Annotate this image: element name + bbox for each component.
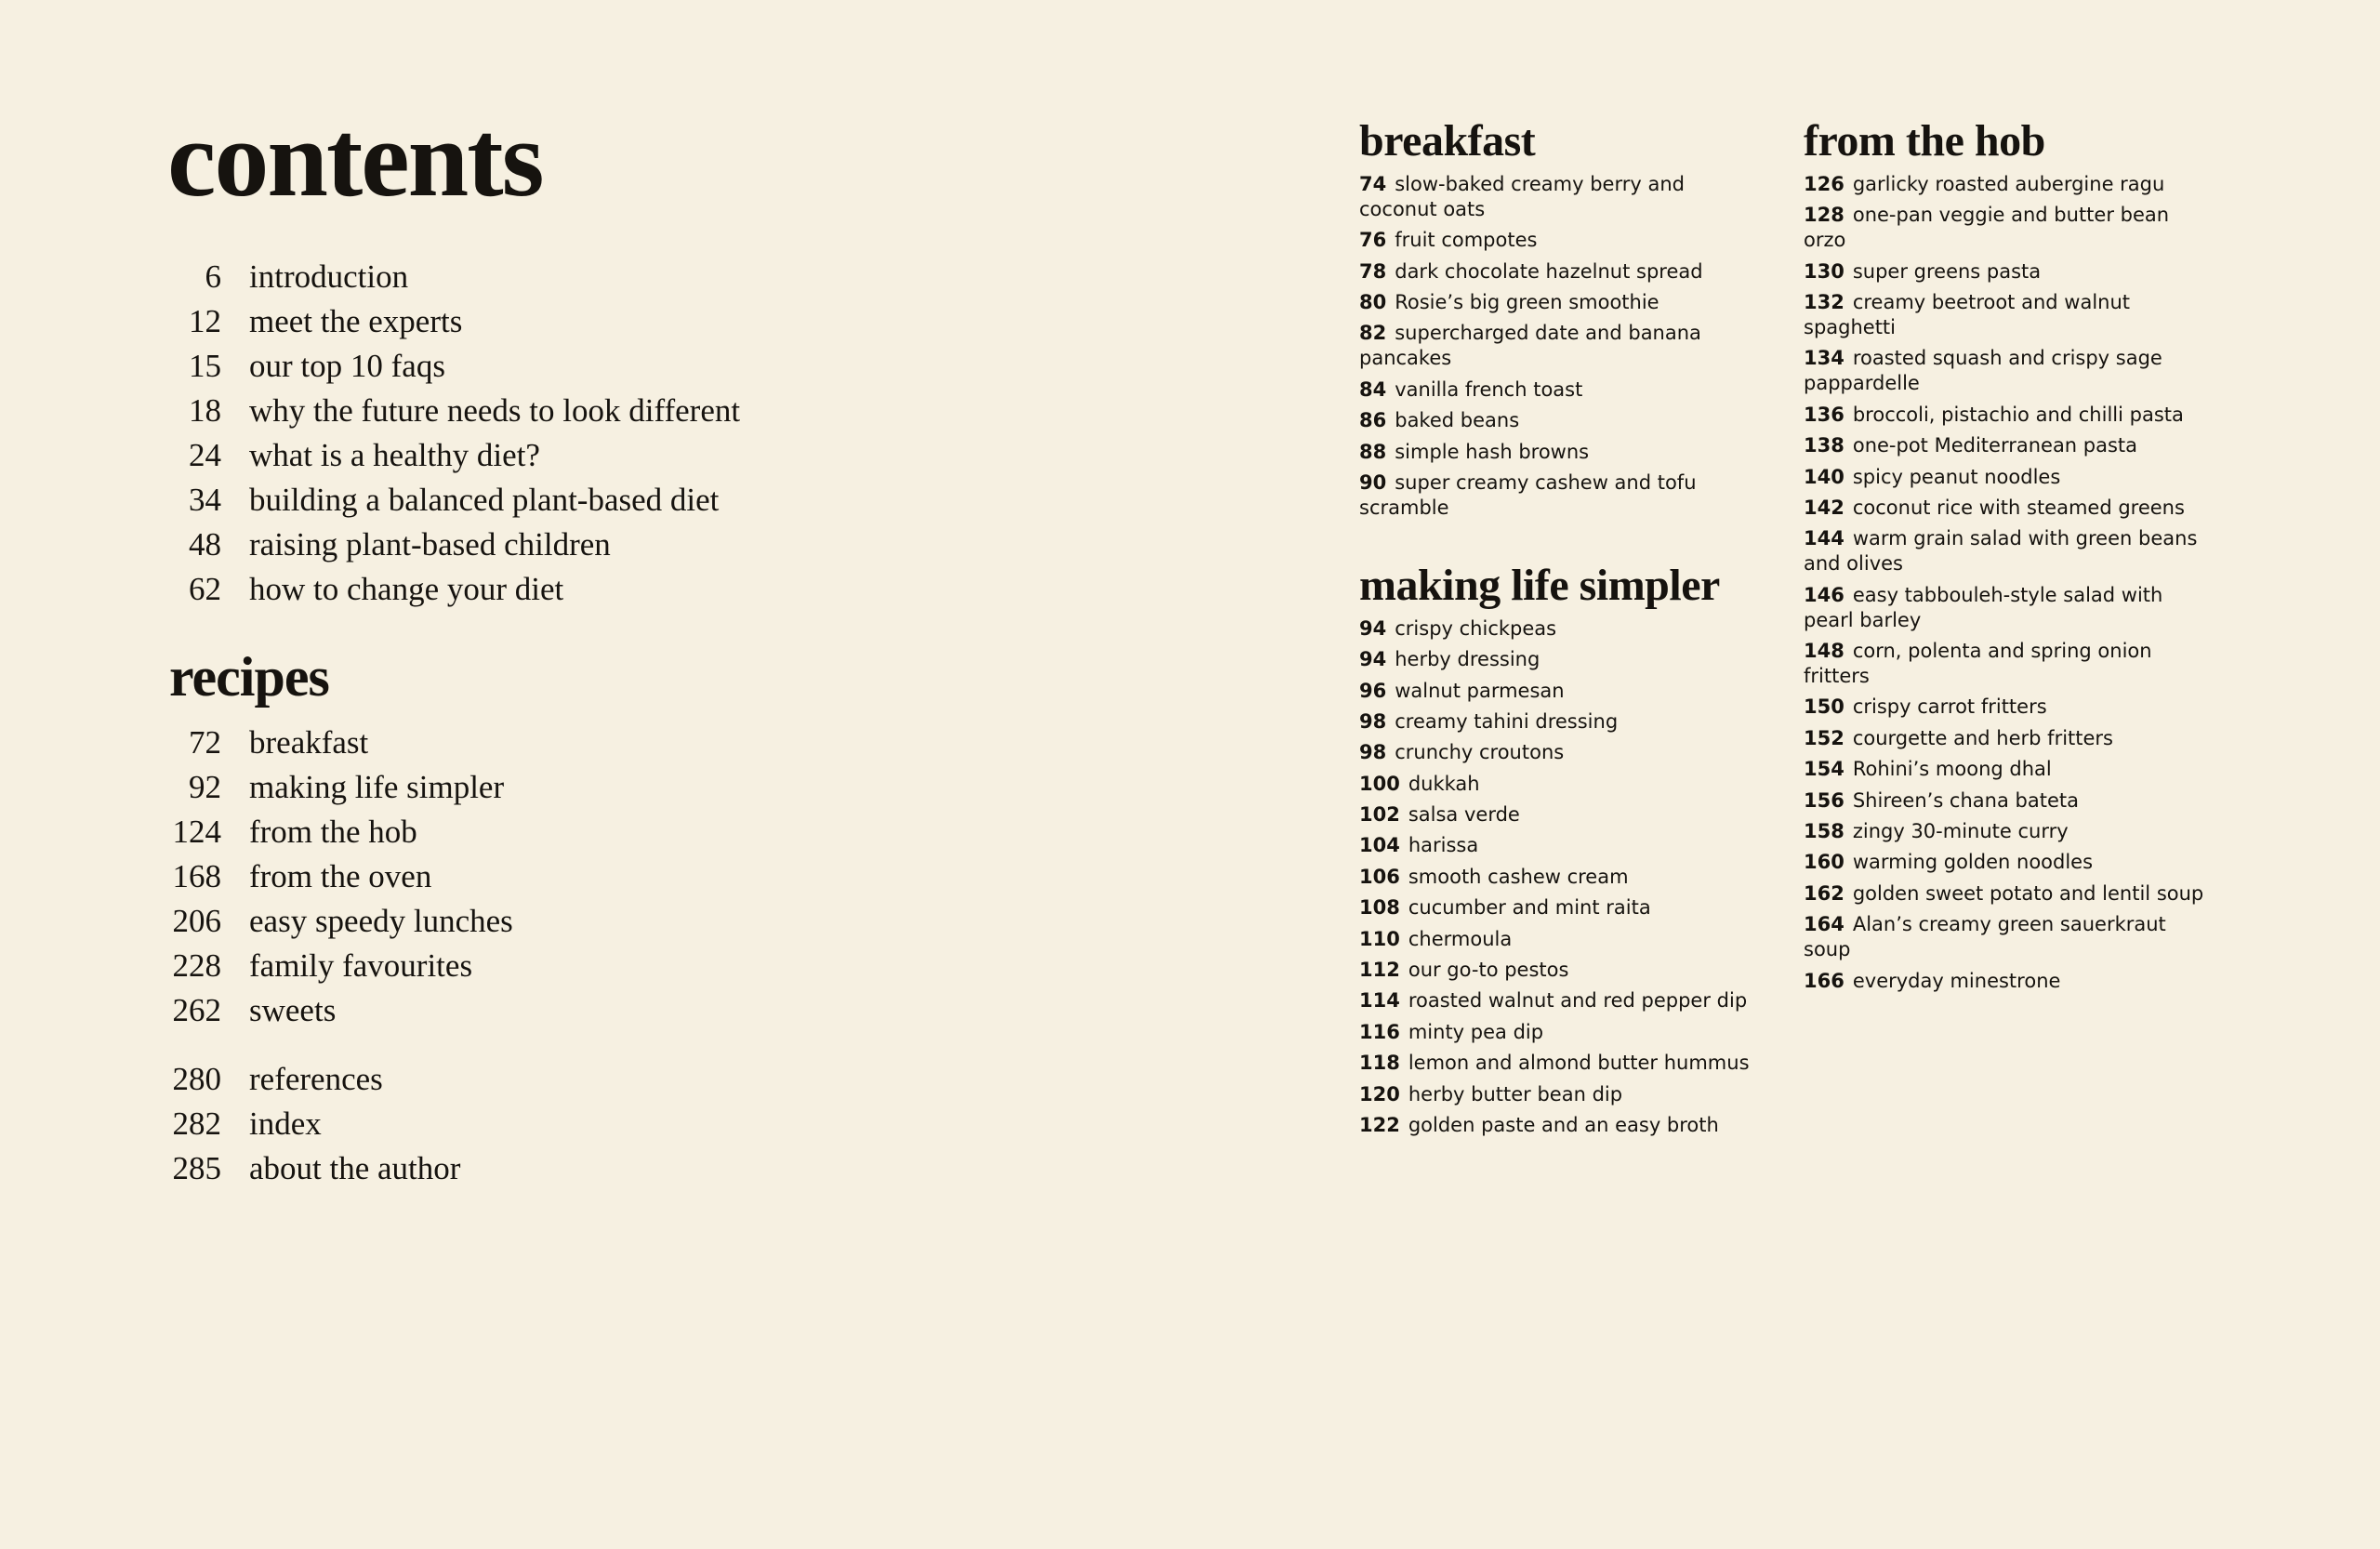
recipe-page-number: 88 (1359, 440, 1387, 463)
recipe-entry (1804, 583, 2213, 633)
recipe-page-number: 82 (1359, 322, 1387, 345)
recipe-title: courgette and herb fritters (1852, 726, 2114, 749)
recipe-entry (1359, 228, 1768, 253)
toc-item-label: making life simpler (249, 769, 505, 805)
recipe-page-number: 80 (1359, 290, 1387, 313)
toc-item-label: how to change your diet (249, 571, 564, 607)
recipe-page-number: 132 (1804, 290, 1844, 313)
toc-page-number: 12 (189, 303, 221, 339)
toc-page-number: 62 (189, 571, 221, 607)
recipe-title: corn, polenta and spring onion fritters (1804, 640, 2152, 688)
recipe-title: dark chocolate hazelnut spread (1395, 259, 1703, 283)
toc-item (0, 810, 513, 854)
recipe-title: lemon and almond butter hummus (1408, 1052, 1750, 1075)
recipe-page-number: 102 (1359, 803, 1400, 827)
toc-page-number: 285 (172, 1150, 221, 1186)
recipe-title: golden paste and an easy broth (1408, 1113, 1719, 1136)
toc-item (0, 567, 740, 612)
recipe-title: creamy tahini dressing (1395, 709, 1619, 733)
recipe-column-right (1804, 117, 2213, 1000)
making-life-simpler-entries (1359, 616, 1768, 1138)
recipe-title: cucumber and mint raita (1408, 896, 1651, 920)
recipe-title: Rohini’s moong dhal (1852, 758, 2052, 781)
toc-page-number: 168 (172, 858, 221, 894)
recipe-page-number: 74 (1359, 172, 1387, 195)
recipe-title: roasted walnut and red pepper dip (1408, 989, 1748, 1013)
recipe-entry (1359, 440, 1768, 465)
recipe-page-number: 78 (1359, 259, 1387, 283)
recipe-page-number: 130 (1804, 259, 1844, 283)
recipe-page-number: 146 (1804, 583, 1844, 606)
recipe-page-number: 140 (1804, 465, 1844, 488)
recipe-title: one-pot Mediterranean pasta (1852, 434, 2138, 457)
section-heading-making-life-simpler: making life simpler (1359, 560, 1720, 610)
recipe-title: slow-baked creamy berry and coconut oats (1359, 172, 1685, 220)
recipe-page-number: 142 (1804, 496, 1844, 519)
recipe-title: minty pea dip (1408, 1020, 1544, 1043)
recipe-entry (1359, 290, 1768, 315)
toc-item-label: easy speedy lunches (249, 903, 513, 939)
toc-page-number: 282 (172, 1105, 221, 1142)
recipe-page-number: 94 (1359, 616, 1387, 640)
recipe-entry (1804, 172, 2213, 197)
toc-item-label: what is a healthy diet? (249, 437, 540, 473)
recipe-entry (1804, 290, 2213, 340)
recipe-page-number: 122 (1359, 1113, 1400, 1136)
recipe-title: coconut rice with steamed greens (1852, 496, 2185, 519)
toc-page-number: 24 (189, 437, 221, 473)
toc-item-label: index (249, 1105, 322, 1142)
page-title: contents (167, 98, 543, 219)
recipe-entry (1359, 321, 1768, 371)
toc-item-label: our top 10 faqs (249, 348, 445, 384)
recipe-page-number: 158 (1804, 820, 1844, 843)
recipe-title: warm grain salad with green beans and olives (1804, 527, 2198, 576)
recipe-column-left (1359, 117, 1768, 1144)
toc-item-label: introduction (249, 258, 409, 295)
recipe-entry (1804, 639, 2213, 689)
toc-item (0, 854, 513, 899)
recipe-entry (1804, 726, 2213, 751)
recipe-title: crispy carrot fritters (1852, 695, 2047, 719)
recipe-page-number: 84 (1359, 377, 1387, 401)
recipe-entry (1804, 695, 2213, 720)
toc-item (0, 478, 740, 523)
toc-item (0, 433, 740, 478)
recipe-entry (1359, 1020, 1768, 1045)
recipe-page-number: 154 (1804, 758, 1844, 781)
section-from-the-hob (1804, 117, 2213, 994)
toc-item (0, 765, 513, 810)
section-heading-breakfast: breakfast (1359, 116, 1536, 165)
recipe-title: fruit compotes (1395, 229, 1538, 252)
toc-item-label: meet the experts (249, 303, 463, 339)
recipe-page-number: 160 (1804, 851, 1844, 874)
recipe-page-number: 156 (1804, 788, 1844, 812)
recipe-entry (1804, 259, 2213, 285)
recipe-entry (1359, 647, 1768, 672)
section-heading-from-the-hob: from the hob (1804, 116, 2045, 165)
recipe-entry (1359, 865, 1768, 890)
toc-item (0, 389, 740, 433)
recipe-title: broccoli, pistachio and chilli pasta (1852, 403, 2184, 426)
section-making-life-simpler (1359, 562, 1768, 1138)
toc-item-label: why the future needs to look different (249, 392, 741, 429)
recipe-entry (1359, 988, 1768, 1013)
recipe-page-number: 110 (1359, 927, 1400, 950)
recipe-title: garlicky roasted aubergine ragu (1852, 172, 2165, 195)
recipe-entry (1804, 526, 2213, 576)
intro-toc-list (0, 255, 740, 612)
recipe-title: walnut parmesan (1395, 679, 1565, 702)
recipe-page-number: 162 (1804, 881, 1844, 905)
recipe-title: super creamy cashew and tofu scramble (1359, 470, 1697, 519)
recipe-page-number: 90 (1359, 470, 1387, 494)
toc-page-number: 6 (205, 258, 221, 295)
recipe-title: one-pan veggie and butter bean orzo (1804, 204, 2170, 252)
recipe-page-number: 98 (1359, 709, 1387, 733)
recipe-entry (1359, 833, 1768, 858)
recipe-entry (1804, 203, 2213, 253)
recipe-entry (1359, 616, 1768, 642)
recipe-page-number: 164 (1804, 913, 1844, 936)
toc-page-number: 206 (172, 903, 221, 939)
recipe-page-number: 96 (1359, 679, 1387, 702)
recipe-title: everyday minestrone (1852, 969, 2061, 992)
recipe-title: easy tabbouleh-style salad with pearl barley (1804, 583, 2163, 631)
recipe-title: warming golden noodles (1852, 851, 2094, 874)
recipe-page-number: 152 (1804, 726, 1844, 749)
recipe-entry (1359, 772, 1768, 797)
recipe-entry (1359, 709, 1768, 735)
recipe-title: golden sweet potato and lentil soup (1852, 881, 2204, 905)
toc-item (0, 1102, 460, 1146)
recipe-page-number: 138 (1804, 434, 1844, 457)
toc-item-label: references (249, 1061, 383, 1097)
recipe-entry (1804, 788, 2213, 814)
recipe-entry (1359, 377, 1768, 403)
toc-page-number: 15 (189, 348, 221, 384)
toc-page-number: 92 (189, 769, 221, 805)
recipe-title: super greens pasta (1852, 259, 2042, 283)
recipe-title: spicy peanut noodles (1852, 465, 2061, 488)
recipe-title: creamy beetroot and walnut spaghetti (1804, 290, 2131, 338)
recipe-title: Rosie’s big green smoothie (1395, 290, 1659, 313)
toc-item (0, 944, 513, 988)
toc-item (0, 721, 513, 765)
toc-item-label: family favourites (249, 947, 473, 984)
recipe-entry (1359, 927, 1768, 952)
recipe-page-number: 128 (1804, 204, 1844, 227)
recipe-page-number: 76 (1359, 229, 1387, 252)
recipe-page-number: 136 (1804, 403, 1844, 426)
toc-item (0, 1057, 460, 1102)
toc-page-number: 262 (172, 992, 221, 1028)
recipe-entry (1804, 433, 2213, 458)
recipe-page-number: 118 (1359, 1052, 1400, 1075)
recipe-page-number: 126 (1804, 172, 1844, 195)
recipe-entry (1359, 259, 1768, 285)
recipe-page-number: 134 (1804, 347, 1844, 370)
toc-item-label: raising plant-based children (249, 526, 611, 563)
recipes-toc-list (0, 721, 513, 1033)
toc-item-label: about the author (249, 1150, 461, 1186)
recipe-page-number: 120 (1359, 1082, 1400, 1105)
recipe-page-number: 116 (1359, 1020, 1400, 1043)
recipe-page-number: 166 (1804, 969, 1844, 992)
recipe-title: chermoula (1408, 927, 1513, 950)
toc-page-number: 280 (172, 1061, 221, 1097)
recipe-page-number: 144 (1804, 527, 1844, 550)
recipe-entry (1804, 346, 2213, 396)
back-matter-toc-list (0, 1057, 460, 1191)
recipe-entry (1359, 679, 1768, 704)
recipe-entry (1359, 958, 1768, 983)
recipe-entry (1359, 740, 1768, 765)
recipe-title: harissa (1408, 834, 1479, 857)
recipe-title: salsa verde (1408, 803, 1520, 827)
recipe-title: crunchy croutons (1395, 741, 1565, 764)
recipe-title: vanilla french toast (1395, 377, 1583, 401)
toc-page-number: 34 (189, 482, 221, 518)
section-breakfast (1359, 117, 1768, 521)
recipe-entry (1804, 757, 2213, 782)
recipe-entry (1804, 403, 2213, 428)
recipe-entry (1359, 408, 1768, 433)
recipe-page-number: 114 (1359, 989, 1400, 1013)
recipe-page-number: 100 (1359, 772, 1400, 795)
toc-item-label: building a balanced plant-based diet (249, 482, 720, 518)
toc-page-number: 18 (189, 392, 221, 429)
toc-page-number: 48 (189, 526, 221, 563)
recipe-page-number: 98 (1359, 741, 1387, 764)
recipe-title: baked beans (1395, 409, 1520, 432)
toc-page-number: 124 (172, 814, 221, 850)
toc-item-label: breakfast (249, 724, 369, 761)
recipe-entry (1804, 465, 2213, 490)
recipe-title: zingy 30-minute curry (1852, 820, 2069, 843)
recipe-entry (1359, 172, 1768, 222)
toc-item (0, 255, 740, 299)
recipe-title: our go-to pestos (1408, 959, 1569, 982)
recipe-title: dukkah (1408, 772, 1480, 795)
recipe-title: Alan’s creamy green sauerkraut soup (1804, 913, 2166, 961)
recipe-entry (1804, 912, 2213, 962)
toc-item (0, 344, 740, 389)
breakfast-entries (1359, 172, 1768, 521)
recipe-entry (1804, 819, 2213, 844)
toc-item (0, 988, 513, 1033)
recipe-page-number: 150 (1804, 695, 1844, 719)
toc-item (0, 523, 740, 567)
toc-item-label: sweets (249, 992, 337, 1028)
from-the-hob-entries (1804, 172, 2213, 994)
recipe-title: Shireen’s chana bateta (1852, 788, 2079, 812)
recipe-entry (1804, 969, 2213, 994)
recipe-title: simple hash browns (1395, 440, 1590, 463)
recipe-title: roasted squash and crispy sage pappardelle (1804, 347, 2162, 395)
recipe-entry (1359, 802, 1768, 827)
recipe-entry (1359, 895, 1768, 920)
recipe-entry (1359, 1051, 1768, 1076)
recipes-heading: recipes (169, 646, 329, 708)
recipe-page-number: 108 (1359, 896, 1400, 920)
toc-item (0, 299, 740, 344)
recipe-entry (1359, 1113, 1768, 1138)
recipe-entry (1359, 1082, 1768, 1107)
recipe-entry (1804, 850, 2213, 875)
toc-item (0, 1146, 460, 1191)
toc-item (0, 899, 513, 944)
recipe-title: crispy chickpeas (1395, 616, 1557, 640)
recipe-page-number: 112 (1359, 959, 1400, 982)
toc-page-number: 228 (172, 947, 221, 984)
recipe-entry (1804, 496, 2213, 521)
toc-item-label: from the oven (249, 858, 432, 894)
recipe-page-number: 104 (1359, 834, 1400, 857)
recipe-page-number: 148 (1804, 640, 1844, 663)
recipe-title: supercharged date and banana pancakes (1359, 322, 1701, 370)
toc-page-number: 72 (189, 724, 221, 761)
recipe-entry (1804, 881, 2213, 907)
recipe-title: herby butter bean dip (1408, 1082, 1623, 1105)
recipe-page-number: 106 (1359, 865, 1400, 888)
recipe-title: herby dressing (1395, 648, 1540, 671)
recipe-page-number: 94 (1359, 648, 1387, 671)
recipe-page-number: 86 (1359, 409, 1387, 432)
recipe-entry (1359, 470, 1768, 521)
toc-item-label: from the hob (249, 814, 417, 850)
recipe-title: smooth cashew cream (1408, 865, 1629, 888)
